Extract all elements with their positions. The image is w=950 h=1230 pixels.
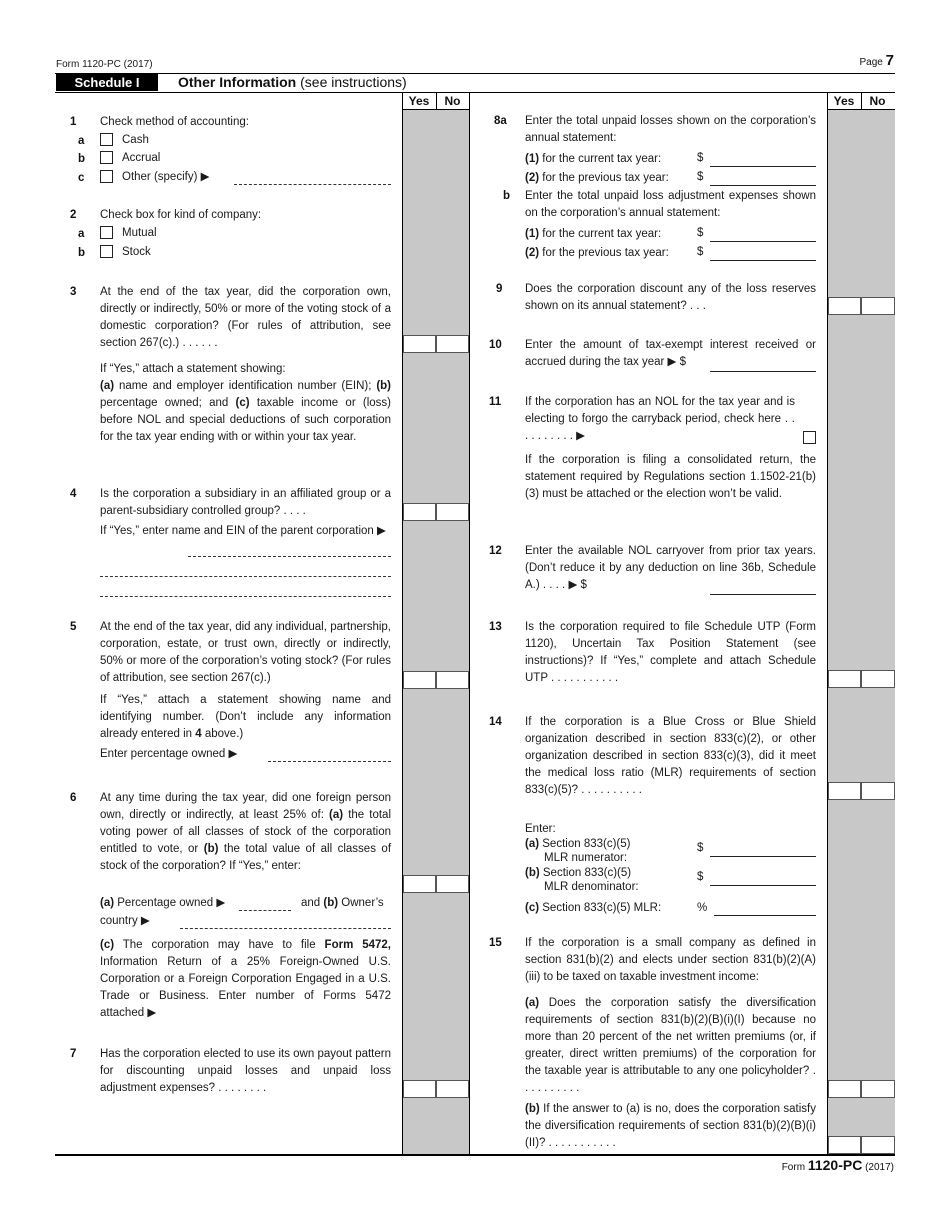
q6-a-text: the total voting power of all classes of stock of the corporation entitled to vote, or bbox=[100, 809, 391, 855]
q7-number: 7 bbox=[70, 1048, 77, 1060]
q5-text: At the end of the tax year, did any individual, partnership, corporation, estate, or trust own, directly or indirectly, 50% or more of the corporation’s voting stock? (For rules of attribution, see section 267(c).) bbox=[100, 621, 391, 684]
q4-text: Is the corporation a subsidiary in an affiliated group or a parent-subsidiary controlled group? . . . . bbox=[100, 488, 391, 517]
parent-corp-field-2[interactable] bbox=[100, 576, 391, 577]
schedule-tab: Schedule I bbox=[56, 74, 158, 91]
q6-owner-label: (b) bbox=[323, 897, 339, 909]
q14-text: If the corporation is a Blue Cross or Blue Shield organization described in section 833(c)(2), or other organization described in section 833(c)(3), did it meet the medical loss ratio (MLR) requirements of section 833(c)(5)? . . . . . . . . . . bbox=[525, 716, 816, 796]
left-shade bbox=[403, 1098, 469, 1154]
q1b-label: b bbox=[78, 153, 86, 165]
footer-form-word: Form bbox=[781, 1162, 806, 1173]
q3-yes-box[interactable] bbox=[403, 335, 436, 353]
q8b-previous-field[interactable] bbox=[710, 260, 816, 261]
page-word: Page bbox=[859, 57, 883, 68]
q13-no-box[interactable] bbox=[861, 670, 895, 688]
q8b-l2-label: (2) bbox=[525, 247, 540, 259]
q15-number: 15 bbox=[489, 937, 502, 949]
q5-note-ref: 4 bbox=[195, 728, 202, 740]
left-no-header: No bbox=[444, 94, 461, 108]
q6c-form: Form 5472, bbox=[324, 939, 391, 951]
q14-b-label bbox=[525, 866, 639, 894]
right-shade bbox=[828, 315, 895, 670]
q8b-line2 bbox=[525, 245, 669, 262]
q6-and: and bbox=[301, 897, 321, 909]
q3-number: 3 bbox=[70, 286, 77, 298]
q5-number: 5 bbox=[70, 621, 77, 633]
right-shade bbox=[828, 800, 895, 1080]
q7-no-box[interactable] bbox=[436, 1080, 469, 1098]
q2b-label: b bbox=[78, 247, 86, 259]
q14-c-tag: (c) bbox=[525, 902, 540, 914]
q13-yes-box[interactable] bbox=[828, 670, 861, 688]
q8a-l1-label: (1) bbox=[525, 153, 540, 165]
q14-yes-box[interactable] bbox=[828, 782, 861, 800]
q6-number: 6 bbox=[70, 792, 77, 804]
q6-country-field[interactable] bbox=[180, 928, 391, 929]
cash-checkbox[interactable] bbox=[100, 133, 113, 146]
q14-number: 14 bbox=[489, 716, 502, 728]
right-shade bbox=[828, 1098, 895, 1136]
q1-number: 1 bbox=[70, 116, 77, 128]
cash-label: Cash bbox=[122, 134, 149, 146]
left-yes-header: Yes bbox=[408, 94, 430, 108]
right-shade bbox=[828, 110, 895, 297]
q6-pct-row bbox=[100, 895, 225, 912]
column-divider bbox=[469, 92, 470, 1154]
q5-percentage-field[interactable] bbox=[268, 761, 391, 762]
q3-note bbox=[100, 378, 391, 446]
q6-pct-label: (a) bbox=[100, 897, 115, 909]
q3-note-a-label: (a) bbox=[100, 380, 115, 392]
q14-a-line1: Section 833(c)(5) bbox=[542, 838, 631, 850]
q9-text: Does the corporation discount any of the loss reserves shown on its annual statement? . . . bbox=[525, 283, 816, 312]
left-shade bbox=[403, 689, 469, 875]
q6-a-label: (a) bbox=[329, 809, 344, 821]
other-label: Other (specify) ▶ bbox=[122, 171, 210, 183]
q15a-body: Does the corporation satisfy the diversification requirements of section 831(b)(2)(B)(i)(I) because no more than 20 percent of the net written premiums (or, if greater, direct written premiums) of the corporation for the taxable year is attributable to any one policyholder? . . . . . . . . . . bbox=[525, 997, 816, 1094]
q8b-line1 bbox=[525, 226, 661, 243]
q8a-dollar-1: $ bbox=[697, 152, 704, 164]
q11-number: 11 bbox=[489, 396, 502, 408]
q3-note-b-label: (b) bbox=[376, 380, 391, 392]
q6-country-label: country ▶ bbox=[100, 915, 150, 927]
q13-number: 13 bbox=[489, 621, 502, 633]
right-yes-header: Yes bbox=[833, 94, 855, 108]
q3-note-b: percentage owned; and bbox=[100, 397, 229, 409]
q6-owner-row bbox=[301, 895, 384, 912]
q3-note-c-label: (c) bbox=[235, 397, 250, 409]
q5-yes-box[interactable] bbox=[403, 671, 436, 689]
q8b-text: Enter the total unpaid loss adjustment expenses shown on the corporation’s annual statement: bbox=[525, 190, 816, 219]
q4-no-box[interactable] bbox=[436, 503, 469, 521]
q8b-l2-text: for the previous tax year: bbox=[542, 247, 669, 259]
footer-rule bbox=[55, 1154, 895, 1156]
accrual-label: Accrual bbox=[122, 152, 161, 164]
q14-a-label bbox=[525, 837, 630, 865]
q4-note: If “Yes,” enter name and EIN of the parent corporation ▶ bbox=[100, 525, 386, 537]
q8a-number: 8a bbox=[494, 115, 507, 127]
stock-label: Stock bbox=[122, 246, 151, 258]
footer-form bbox=[782, 1157, 894, 1173]
q8a-line1 bbox=[525, 151, 661, 168]
q13-text: Is the corporation required to file Schedule UTP (Form 1120), Uncertain Tax Position Statement (see instructions)? If “Yes,” complete and attach Schedule UTP . . . . . . . . . . . bbox=[525, 621, 816, 684]
q15b-text bbox=[525, 1101, 816, 1152]
q6-yes-box[interactable] bbox=[403, 875, 436, 893]
q5-note-pre: If “Yes,” attach a statement showing name and identifying number. (Don’t include any information already entered in bbox=[100, 694, 391, 740]
q8a-l1-text: for the current tax year: bbox=[542, 153, 662, 165]
q7-yes-box[interactable] bbox=[403, 1080, 436, 1098]
q6-no-box[interactable] bbox=[436, 875, 469, 893]
right-shade bbox=[828, 688, 895, 782]
q14-a-dollar: $ bbox=[697, 842, 704, 854]
q12-number: 12 bbox=[489, 545, 502, 557]
q14-c-text: Section 833(c)(5) MLR: bbox=[542, 902, 662, 914]
footer-year: (2017) bbox=[865, 1162, 894, 1173]
q2-text: Check box for kind of company: bbox=[100, 209, 262, 221]
q3-note-intro: If “Yes,” attach a statement showing: bbox=[100, 363, 286, 375]
mlr-numerator-field[interactable] bbox=[710, 856, 816, 857]
q14-enter: Enter: bbox=[525, 823, 556, 835]
q10-amount-field[interactable] bbox=[710, 371, 816, 372]
q7-text: Has the corporation elected to use its own payout pattern for discounting unpaid losses and unpaid loss adjustment expenses? . . . . . . . . bbox=[100, 1048, 391, 1094]
q5-enter-pct: Enter percentage owned ▶ bbox=[100, 748, 238, 760]
q14-a-line2: MLR numerator: bbox=[544, 852, 628, 864]
q8a-line2 bbox=[525, 170, 669, 187]
q6-owner-text: Owner’s bbox=[341, 897, 384, 909]
q6-pct-text: Percentage owned ▶ bbox=[117, 897, 226, 909]
q8b-dollar-1: $ bbox=[697, 227, 704, 239]
parent-corp-field-3[interactable] bbox=[100, 596, 391, 597]
q8b-dollar-2: $ bbox=[697, 246, 704, 258]
footer-form-number: 1120-PC bbox=[807, 1157, 863, 1173]
q6-text-pre: At any time during the tax year, did one foreign person own, directly or indirectly, at least 25% of: bbox=[100, 792, 391, 821]
q8b-number: b bbox=[503, 190, 511, 202]
q14-b-dollar: $ bbox=[697, 871, 704, 883]
q8b-l1-label: (1) bbox=[525, 228, 540, 240]
q4-yes-box[interactable] bbox=[403, 503, 436, 521]
q15a-no-box[interactable] bbox=[861, 1080, 895, 1098]
q12-text: Enter the available NOL carryover from prior tax years. (Don’t reduce it by any deduction on line 36b, Schedule A.) . . . . ▶ $ bbox=[525, 545, 816, 591]
q14-a-tag: (a) bbox=[525, 838, 540, 850]
q6c-pre: The corporation may have to file bbox=[122, 939, 316, 951]
q1a-label: a bbox=[78, 135, 85, 147]
q10-text: Enter the amount of tax-exempt interest received or accrued during the tax year ▶ $ bbox=[525, 339, 816, 368]
q10-number: 10 bbox=[489, 339, 502, 351]
q3-no-box[interactable] bbox=[436, 335, 469, 353]
left-shade bbox=[403, 893, 469, 1080]
right-no-header: No bbox=[869, 94, 886, 108]
parent-corp-field[interactable] bbox=[188, 556, 391, 557]
q6-b-label: (b) bbox=[203, 843, 219, 855]
mutual-checkbox[interactable] bbox=[100, 226, 113, 239]
left-shade bbox=[403, 521, 469, 671]
q6c-text bbox=[100, 937, 391, 1022]
q15b-body: If the answer to (a) is no, does the corporation satisfy the diversification requirements of section 831(b)(2)(B)(i)(II)? . . . . . . . . . . . bbox=[525, 1103, 816, 1149]
q15b-label: (b) bbox=[525, 1103, 540, 1115]
q8a-previous-field[interactable] bbox=[710, 185, 816, 186]
q6c-label: (c) bbox=[100, 939, 115, 951]
left-shade bbox=[403, 110, 469, 335]
q14-c-label bbox=[525, 900, 661, 917]
q8a-l2-text: for the previous tax year: bbox=[542, 172, 669, 184]
q9-yes-box[interactable] bbox=[828, 297, 861, 315]
q6c-post: Information Return of a 25% Foreign-Owned U.S. Corporation or a Foreign Corporation Engaged in a U.S. Trade or Business. Enter number of Forms 5472 attached ▶ bbox=[100, 956, 391, 1019]
q12-nol-field[interactable] bbox=[710, 594, 816, 595]
q3-note-c: taxable income or (loss) before NOL and special deductions of such corporation for the tax year ending with or within your tax year. bbox=[100, 397, 391, 443]
q8a-text: Enter the total unpaid losses shown on the corporation’s annual statement: bbox=[525, 115, 816, 144]
page-number: 7 bbox=[885, 52, 894, 69]
q14-pct-sign: % bbox=[697, 902, 708, 914]
other-specify-field[interactable] bbox=[234, 184, 391, 185]
q3-text: At the end of the tax year, did the corporation own, directly or indirectly, 50% or more of the voting stock of a domestic corporation? (For rules of attribution, see section 267(c).) . . . . . . bbox=[100, 286, 391, 349]
q3-note-a: name and employer identification number (EIN); bbox=[118, 380, 372, 392]
q2-number: 2 bbox=[70, 209, 77, 221]
q8a-dollar-2: $ bbox=[697, 171, 704, 183]
title-rule bbox=[55, 92, 895, 93]
q15a-text bbox=[525, 995, 816, 1097]
q14-b-tag: (b) bbox=[525, 867, 540, 879]
q8a-l2-label: (2) bbox=[525, 172, 540, 184]
q15a-label: (a) bbox=[525, 997, 540, 1009]
mutual-label: Mutual bbox=[122, 227, 157, 239]
q2a-label: a bbox=[78, 228, 85, 240]
mlr-ratio-field[interactable] bbox=[714, 915, 816, 916]
schedule-title: Other Information bbox=[178, 74, 297, 90]
q6-text bbox=[100, 790, 391, 875]
mlr-denominator-field[interactable] bbox=[710, 885, 816, 886]
q6-percentage-field[interactable] bbox=[239, 910, 291, 911]
accrual-checkbox[interactable] bbox=[100, 151, 113, 164]
other-checkbox[interactable] bbox=[100, 170, 113, 183]
q15b-no-box[interactable] bbox=[861, 1136, 895, 1154]
q15a-yes-box[interactable] bbox=[828, 1080, 861, 1098]
q15b-yes-box[interactable] bbox=[828, 1136, 861, 1154]
q11-note: If the corporation is filing a consolidated return, the statement required by Regulations section 1.1502-21(b)(3) must be attached or the election won’t be valid. bbox=[525, 454, 816, 500]
q5-note bbox=[100, 692, 391, 743]
schedule-title-row bbox=[178, 74, 407, 91]
schedule-note: (see instructions) bbox=[300, 74, 407, 90]
q8b-l1-text: for the current tax year: bbox=[542, 228, 662, 240]
q1-text: Check method of accounting: bbox=[100, 116, 249, 128]
q8a-current-field[interactable] bbox=[710, 166, 816, 167]
q14-b-line2: MLR denominator: bbox=[544, 881, 639, 893]
q6-b-text: the total value of all classes of stock of the corporation? If “Yes,” enter: bbox=[100, 843, 392, 872]
q15-text: If the corporation is a small company as defined in section 831(b)(2) and elects under section 831(b)(2)(A)(iii) to be taxed on taxable investment income: bbox=[525, 937, 816, 983]
form-label: Form 1120-PC (2017) bbox=[56, 59, 153, 70]
q4-number: 4 bbox=[70, 488, 77, 500]
q11-text: If the corporation has an NOL for the tax year and is electing to forgo the carryback period, check here . . . . . . . . . . ▶ bbox=[525, 396, 795, 442]
q14-b-line1: Section 833(c)(5) bbox=[542, 867, 632, 879]
page-label bbox=[860, 52, 894, 69]
q9-number: 9 bbox=[496, 283, 503, 295]
q8b-current-field[interactable] bbox=[710, 241, 816, 242]
q14-no-box[interactable] bbox=[861, 782, 895, 800]
left-shade bbox=[403, 353, 469, 503]
q5-note-post: above.) bbox=[204, 728, 244, 740]
nol-election-checkbox[interactable] bbox=[803, 431, 816, 444]
q9-no-box[interactable] bbox=[861, 297, 895, 315]
q5-no-box[interactable] bbox=[436, 671, 469, 689]
stock-checkbox[interactable] bbox=[100, 245, 113, 258]
q1c-label: c bbox=[78, 172, 85, 184]
